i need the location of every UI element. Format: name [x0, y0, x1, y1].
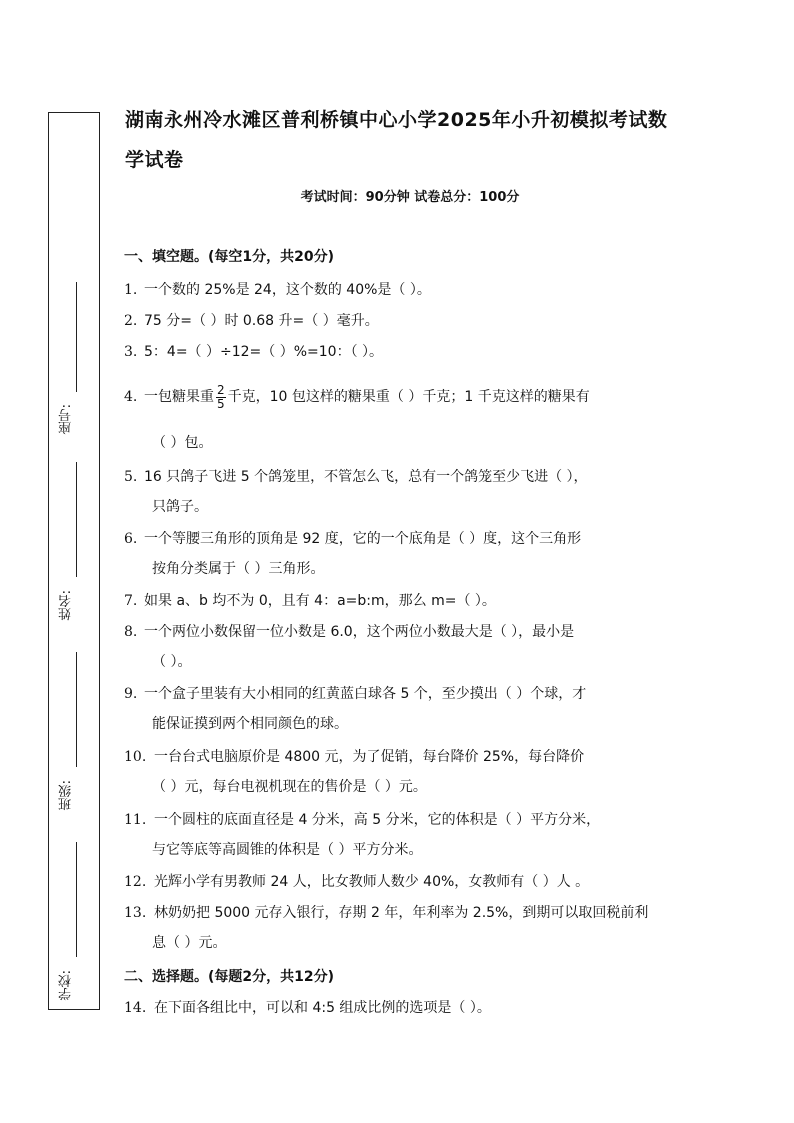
fraction-denominator: 5 [217, 396, 225, 411]
question-14 [124, 998, 694, 1018]
title-line-1: 湖南永州冷水滩区普利桥镇中心小学2025年小升初模拟考试数 [125, 109, 668, 131]
question-13-line-2: 息（ ）元。 [152, 935, 227, 951]
name-label: 姓名: [59, 590, 74, 621]
section-heading-fill-in: 一、填空题。(每空1分，共20分) [124, 249, 335, 265]
question-11-line-2: 与它等底等高圆锥的体积是（ ）平方分米。 [152, 842, 423, 858]
question-text: 一个两位小数保留一位小数是 6.0，这个两位小数最大是（ ），最小是 [144, 624, 575, 640]
question-number: 8. [124, 624, 138, 640]
question-12 [124, 872, 694, 892]
seat-line [76, 282, 77, 392]
school-line [76, 842, 77, 957]
question-number: 10. [124, 749, 147, 765]
question-10 [124, 747, 694, 767]
question-11 [124, 810, 694, 830]
question-text: 一个圆柱的底面直径是 4 分米，高 5 分米，它的体积是（ ）平方分米， [154, 812, 601, 828]
class-label: 班级: [59, 780, 74, 811]
question-9 [124, 684, 694, 704]
school-field [60, 842, 90, 1007]
question-2 [124, 311, 694, 331]
question-4 [124, 380, 694, 414]
question-number: 12. [124, 874, 147, 890]
question-number: 2. [124, 313, 138, 329]
page-title [125, 100, 695, 180]
question-text: 75 分=（ ）时 0.68 升=（ ）毫升。 [144, 313, 379, 329]
question-10-line-2: （ ）元，每台电视机现在的售价是（ ）元。 [152, 779, 427, 795]
class-field [60, 652, 90, 822]
school-label: 学校: [59, 970, 74, 1001]
question-text: 5：4=（ ）÷12=（ ）%=10：（ ）。 [144, 344, 384, 360]
question-text: 光辉小学有男教师 24 人，比女教师人数少 40%，女教师有（ ）人 。 [154, 874, 590, 890]
question-number: 14. [124, 1000, 147, 1016]
question-13 [124, 903, 694, 923]
question-6-line-2: 按角分类属于（ ）三角形。 [152, 561, 325, 577]
question-5 [124, 467, 694, 487]
question-text: 一个盒子里装有大小相同的红黄蓝白球各 5 个，至少摸出（ ）个球，才 [144, 686, 587, 702]
question-number: 11. [124, 812, 147, 828]
question-number: 4. [124, 389, 138, 405]
question-text: 如果 a、b 均不为 0，且有 4：a=b:m，那么 m=（ ）。 [144, 593, 496, 609]
question-5-line-2: 只鸽子。 [152, 499, 208, 515]
question-number: 1. [124, 282, 138, 298]
fraction [216, 384, 226, 411]
question-1 [124, 280, 694, 300]
question-text: 在下面各组比中，可以和 4:5 组成比例的选项是（ ）。 [154, 1000, 491, 1016]
question-9-line-2: 能保证摸到两个相同颜色的球。 [152, 716, 348, 732]
question-8-line-2: （ ）。 [152, 654, 192, 670]
question-3 [124, 342, 694, 362]
question-text: 一台台式电脑原价是 4800 元，为了促销，每台降价 25%，每台降价 [154, 749, 585, 765]
question-8 [124, 622, 694, 642]
question-6 [124, 529, 694, 549]
seat-label: 座号: [59, 404, 74, 435]
question-text: 一个等腰三角形的顶角是 92 度，它的一个底角是（ ）度，这个三角形 [144, 531, 582, 547]
question-7 [124, 591, 694, 611]
fraction-numerator: 2 [217, 382, 225, 397]
class-line [76, 652, 77, 767]
question-text: 一包糖果重 [144, 389, 214, 405]
question-text: 一个数的 25%是 24，这个数的 40%是（ ）。 [144, 282, 431, 298]
question-number: 7. [124, 593, 138, 609]
question-text: 林奶奶把 5000 元存入银行，存期 2 年，年利率为 2.5%，到期可以取回税前利 [154, 905, 649, 921]
question-number: 5. [124, 469, 138, 485]
exam-info: 考试时间：90分钟 试卷总分：100分 [300, 190, 520, 205]
question-number: 6. [124, 531, 138, 547]
seat-field [60, 282, 90, 452]
question-text: 16 只鸽子飞进 5 个鸽笼里，不管怎么飞，总有一个鸽笼至少飞进（ ）， [144, 469, 588, 485]
name-field [60, 462, 90, 632]
question-number: 3. [124, 344, 138, 360]
section-heading-multiple-choice: 二、选择题。(每题2分，共12分) [124, 969, 335, 985]
question-4-line-2: （ ）包。 [152, 435, 213, 451]
question-text-continued: 千克，10 包这样的糖果重（ ）千克；1 千克这样的糖果有 [227, 389, 590, 405]
name-line [76, 462, 77, 577]
question-number: 9. [124, 686, 138, 702]
title-line-2: 学试卷 [125, 149, 184, 171]
question-number: 13. [124, 905, 147, 921]
